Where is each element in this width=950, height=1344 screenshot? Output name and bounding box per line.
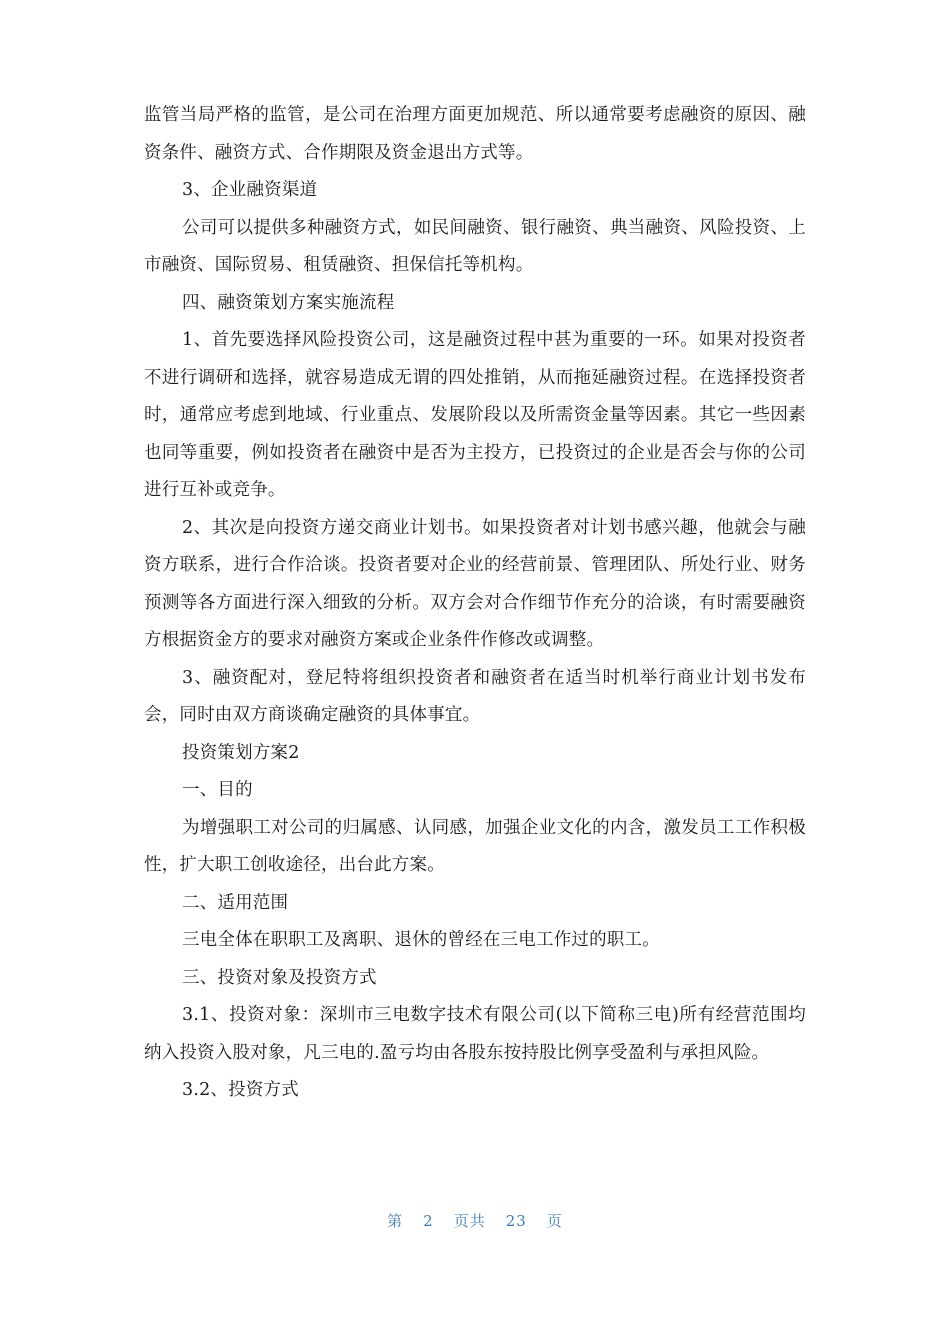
paragraph: 1、首先要选择风险投资公司，这是融资过程中甚为重要的一环。如果对投资者不进行调研和选择，就容易造成无谓的四处推销，从而拖延融资过程。在选择投资者时，通常应考虑到地域、行业重点、发展阶段以及所需资金量等因素。其它一些因素也同等重要，例如投资者在融资中是否为主投方，已投资过的企业是否会与你的公司进行互补或竞争。 bbox=[144, 330, 806, 500]
footer-middle: 页共 bbox=[453, 1212, 486, 1230]
paragraph: 3、融资配对，登尼特将组织投资者和融资者在适当时机举行商业计划书发布会，同时由双方商谈确定融资的具体事宜。 bbox=[144, 667, 806, 725]
paragraph: 3.1、投资对象：深圳市三电数字技术有限公司(以下简称三电)所有经营范围均纳入投资入股对象，凡三电的.盈亏均由各股东按持股比例享受盈利与承担风险。 bbox=[144, 1005, 806, 1063]
document-body bbox=[144, 97, 806, 1110]
paragraph: 2、其次是向投资方递交商业计划书。如果投资者对计划书感兴趣，他就会与融资方联系，进行合作洽谈。投资者要对企业的经营前景、管理团队、所处行业、财务预测等各方面进行深入细致的分析。双方会对合作细节作充分的洽谈，有时需要融资方根据资金方的要求对融资方案或企业条件作修改或调整。 bbox=[144, 517, 806, 650]
paragraph: 公司可以提供多种融资方式，如民间融资、银行融资、典当融资、风险投资、上市融资、国际贸易、租赁融资、担保信托等机构。 bbox=[144, 217, 806, 275]
page-footer bbox=[0, 1210, 950, 1231]
paragraph: 四、融资策划方案实施流程 bbox=[182, 292, 395, 313]
section-heading: 三、投资对象及投资方式 bbox=[182, 967, 377, 988]
footer-suffix: 页 bbox=[546, 1212, 563, 1230]
paragraph: 监管当局严格的监管，是公司在治理方面更加规范、所以通常要考虑融资的原因、融资条件、融资方式、合作期限及资金退出方式等。 bbox=[144, 105, 806, 163]
footer-page-number: 2 bbox=[423, 1212, 434, 1230]
paragraph: 为增强职工对公司的归属感、认同感，加强企业文化的内含，激发员工工作积极性，扩大职工创收途径，出台此方案。 bbox=[144, 817, 806, 875]
paragraph: 三电全体在职职工及离职、退休的曾经在三电工作过的职工。 bbox=[182, 930, 660, 950]
section-heading: 一、目的 bbox=[182, 780, 253, 800]
paragraph: 3.2、投资方式 bbox=[182, 1080, 299, 1100]
paragraph: 3、企业融资渠道 bbox=[182, 180, 318, 200]
section-heading: 二、适用范围 bbox=[182, 892, 289, 913]
footer-prefix: 第 bbox=[387, 1212, 404, 1230]
footer-total-pages: 23 bbox=[505, 1212, 527, 1230]
section-heading: 投资策划方案2 bbox=[182, 742, 300, 763]
